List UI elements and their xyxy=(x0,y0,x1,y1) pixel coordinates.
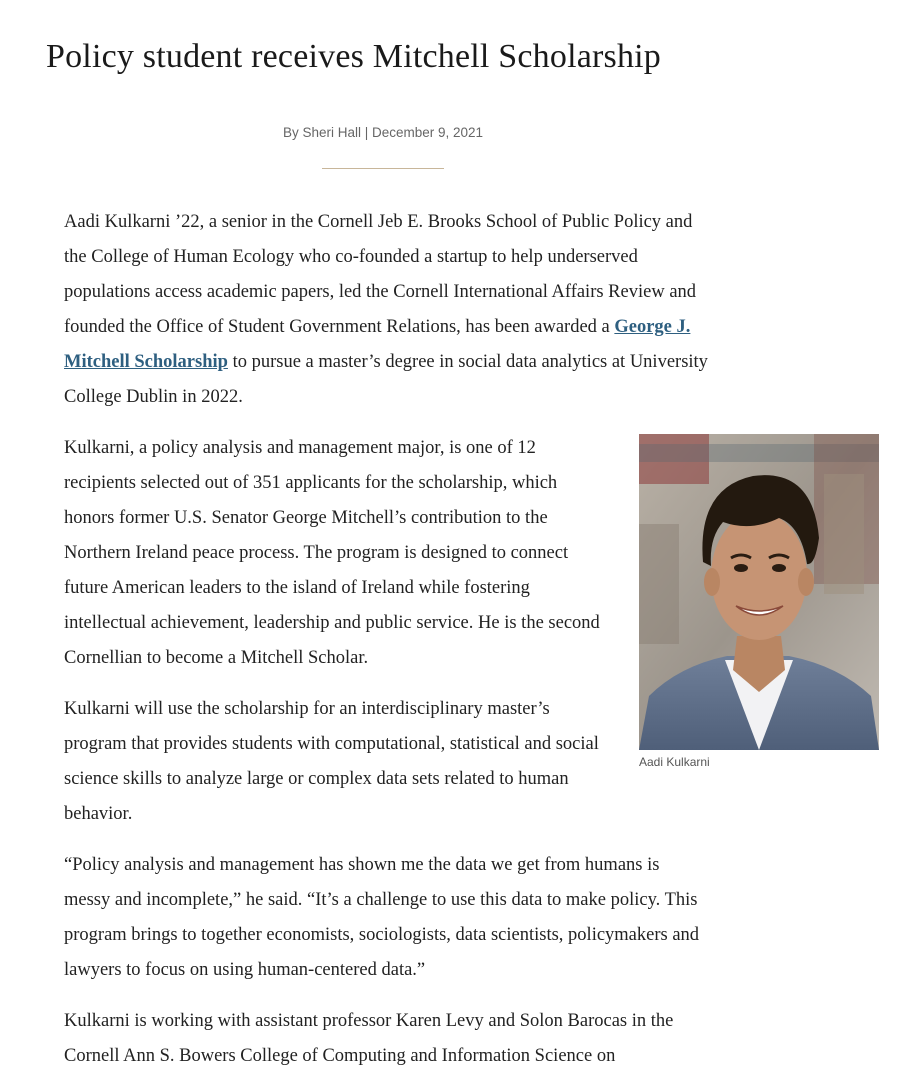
photo-caption: Aadi Kulkarni xyxy=(639,755,710,769)
mitchell-scholarship-link[interactable]: George J. Mitchell Scholarship xyxy=(64,317,691,372)
portrait-photo xyxy=(639,434,879,750)
paragraph-4: “Policy analysis and management has shown me the data we get from humans is messy and incomplete,” he said. “It’s a challenge to use this data to make policy. This program brings to together economists, sociologists, data scientists, policymakers and lawyers to focus on using human-centered data.” xyxy=(64,855,700,980)
title-divider xyxy=(322,168,444,169)
article-body xyxy=(64,205,709,1090)
article-title: Policy student receives Mitchell Scholarship xyxy=(46,38,662,75)
byline: By Sheri Hall | December 9, 2021 xyxy=(282,125,484,140)
portrait-figure xyxy=(639,434,879,770)
paragraph-1 xyxy=(64,205,709,415)
paragraph-1-text-end: to pursue a master’s degree in social data analytics at University College Dublin in 2022. xyxy=(64,352,708,407)
paragraph-5: Kulkarni is working with assistant professor Karen Levy and Solon Barocas in the Cornell Ann S. Bowers College of Computing and Information Science on xyxy=(64,1011,674,1066)
paragraph-2: Kulkarni, a policy analysis and management major, is one of 12 recipients selected out of 351 applicants for the scholarship, which honors former U.S. Senator George Mitchell’s contribution to the Northern Ireland peace process. The program is designed to connect future American leaders to the island of Ireland while fostering intellectual achievement, leadership and public service. He is the second Cornellian to become a Mitchell Scholar. xyxy=(64,438,600,668)
paragraph-3: Kulkarni will use the scholarship for an interdisciplinary master’s program that provides students with computational, statistical and social science skills to analyze large or complex data sets related to human behavior. xyxy=(64,699,599,824)
paragraph-1-text-start: Aadi Kulkarni ’22, a senior in the Cornell Jeb E. Brooks School of Public Policy and the College of Human Ecology who co-founded a startup to help underserved populations access academic papers, led the Cornell International Affairs Review and founded the Office of Student Government Relations, has been awarded a xyxy=(64,212,697,337)
